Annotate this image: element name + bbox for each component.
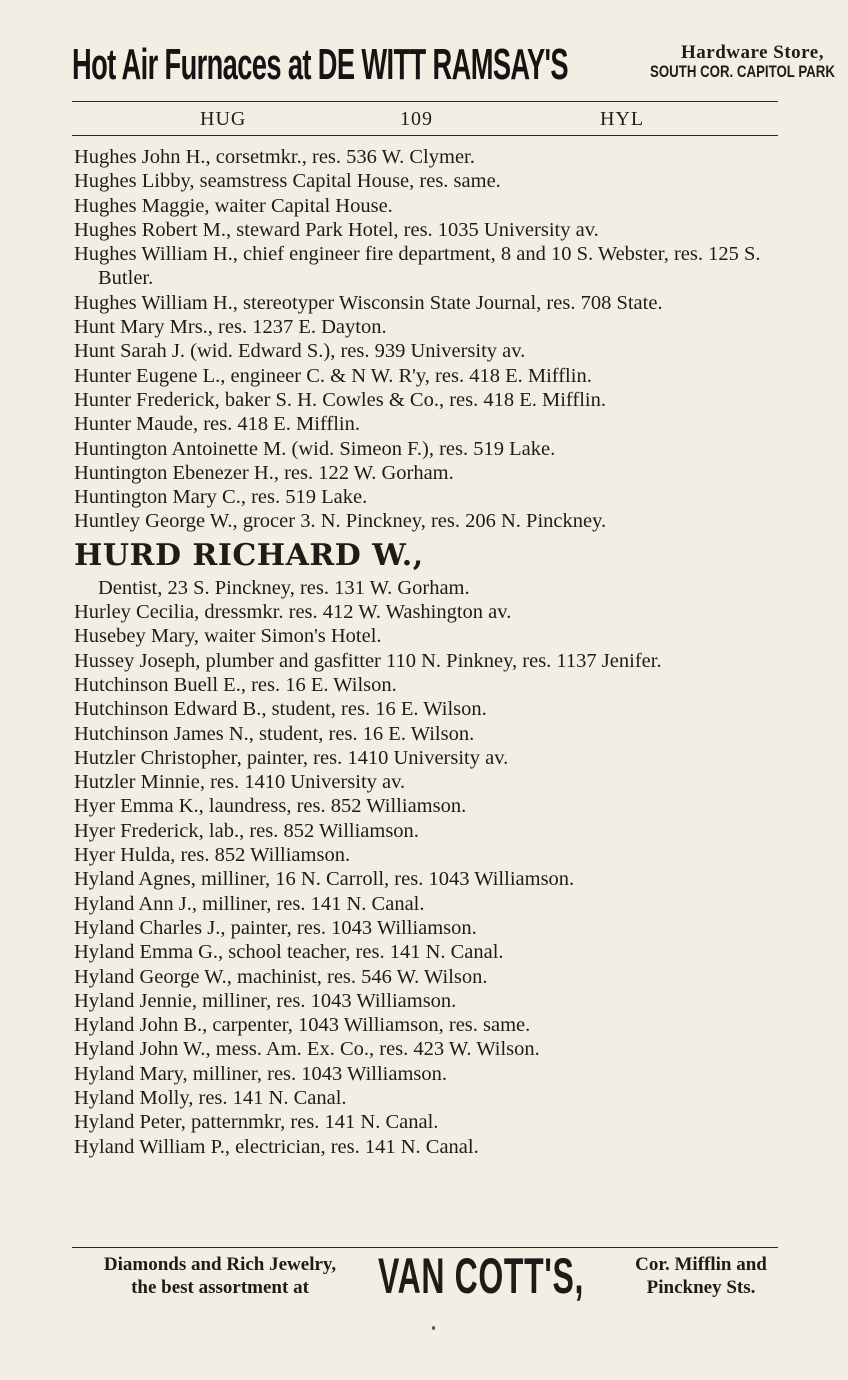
directory-entry: Hughes William H., chief engineer fire department, 8 and 10 S. Webster, res. 125 S. Butler. [74,243,761,290]
directory-entry: Hunt Mary Mrs., res. 1237 E. Dayton. [74,316,387,339]
ad-side-line2: SOUTH COR. CAPITOL PARK [650,62,835,81]
directory-entries [74,145,780,1159]
directory-entry: Hyer Emma K., laundress, res. 852 Williamson. [74,795,467,818]
directory-entry: Hyland Mary, milliner, res. 1043 Williamson. [74,1062,447,1085]
directory-entry: Hunt Sarah J. (wid. Edward S.), res. 939 University av. [74,340,526,363]
featured-entry-detail: Dentist, 23 S. Pinckney, res. 131 W. Gorham. [98,576,470,599]
footer-advertisement [74,1248,780,1313]
directory-entry: Huntley George W., grocer 3. N. Pinckney, res. 206 N. Pinckney. [74,510,607,533]
directory-entry: Hutchinson Edward B., student, res. 16 E. Wilson. [74,698,487,721]
running-head-rule [72,135,778,136]
featured-entry-name: HURD RICHARD W., [74,537,424,573]
directory-entry: Hughes Maggie, waiter Capital House. [74,194,393,217]
footer-right-line2: Pinckney Sts. [646,1277,756,1298]
directory-entry: Hyland Ann J., milliner, res. 141 N. Canal. [74,892,425,915]
page-number: 109 [400,108,433,130]
footer-ad-left [74,1253,366,1299]
directory-entry: Husebey Mary, waiter Simon's Hotel. [74,625,382,648]
footer-ad-middle: VAN COTT'S, [378,1248,585,1304]
directory-entry: Hutzler Christopher, painter, res. 1410 University av. [74,746,509,769]
paper-speck [432,1326,435,1330]
header-rule [72,101,778,102]
directory-entry: Hyland Peter, patternmkr, res. 141 N. Canal. [74,1111,439,1134]
ad-main-text: Hot Air Furnaces at DE WITT RAMSAY'S [72,40,568,89]
directory-entry: Hyland Jennie, milliner, res. 1043 Williamson. [74,989,457,1012]
directory-entry: Huntington Mary C., res. 519 Lake. [74,486,368,509]
directory-entry: Hyland Charles J., painter, res. 1043 Williamson. [74,916,477,939]
footer-left-line2: the best assortment at [131,1277,309,1298]
footer-left-line1: Diamonds and Rich Jewelry, [103,1254,337,1275]
directory-entry: Hyland Molly, res. 141 N. Canal. [74,1086,347,1109]
directory-entry: Hutzler Minnie, res. 1410 University av. [74,771,406,794]
running-head-right: HYL [600,108,645,130]
running-head-left: HUG [200,108,247,130]
directory-entry: Hughes Robert M., steward Park Hotel, res. 1035 University av. [74,218,599,241]
directory-entry: Hyer Frederick, lab., res. 852 Williamson. [74,819,419,842]
directory-entry: Hutchinson James N., student, res. 16 E. Wilson. [74,722,475,745]
footer-right-line1: Cor. Mifflin and [635,1254,767,1275]
directory-entry: Huntington Ebenezer H., res. 122 W. Gorham. [74,461,454,484]
directory-entry: Hyland Agnes, milliner, 16 N. Carroll, res. 1043 Williamson. [74,868,575,891]
directory-entry: Hyland Emma G., school teacher, res. 141 N. Canal. [74,941,504,964]
directory-entry: Hurley Cecilia, dressmkr. res. 412 W. Washington av. [74,601,512,624]
directory-entry: Hussey Joseph, plumber and gasfitter 110 N. Pinkney, res. 1137 Jenifer. [74,649,662,672]
ad-side-block [650,43,848,81]
directory-entry: Hyland George W., machinist, res. 546 W. Wilson. [74,965,488,988]
directory-entry: Hyland John B., carpenter, 1043 Williamson, res. same. [74,1014,531,1037]
directory-entry: Hunter Maude, res. 418 E. Mifflin. [74,413,360,436]
footer-ad-right [622,1253,780,1299]
entries-before-list [74,145,780,534]
directory-entry: Hyland John W., mess. Am. Ex. Co., res. 423 W. Wilson. [74,1038,540,1061]
directory-entry: Hughes William H., stereotyper Wisconsin State Journal, res. 708 State. [74,291,663,314]
directory-entry: Hughes John H., corsetmkr., res. 536 W. Clymer. [74,146,475,168]
directory-entry: Hunter Eugene L., engineer C. & N W. R'y, res. 418 E. Mifflin. [74,364,592,387]
directory-entry: Hyland William P., electrician, res. 141 N. Canal. [74,1135,479,1158]
directory-entry: Hyer Hulda, res. 852 Williamson. [74,844,351,867]
ad-side-line1: Hardware Store, [681,42,824,63]
directory-entry: Hutchinson Buell E., res. 16 E. Wilson. [74,673,397,696]
entries-after-list [74,600,780,1159]
running-head [72,106,777,134]
header-advertisement [72,40,835,96]
directory-entry: Hunter Frederick, baker S. H. Cowles & Co., res. 418 E. Mifflin. [74,388,606,411]
directory-entry: Hughes Libby, seamstress Capital House, res. same. [74,170,501,193]
directory-entry: Huntington Antoinette M. (wid. Simeon F.), res. 519 Lake. [74,437,556,460]
